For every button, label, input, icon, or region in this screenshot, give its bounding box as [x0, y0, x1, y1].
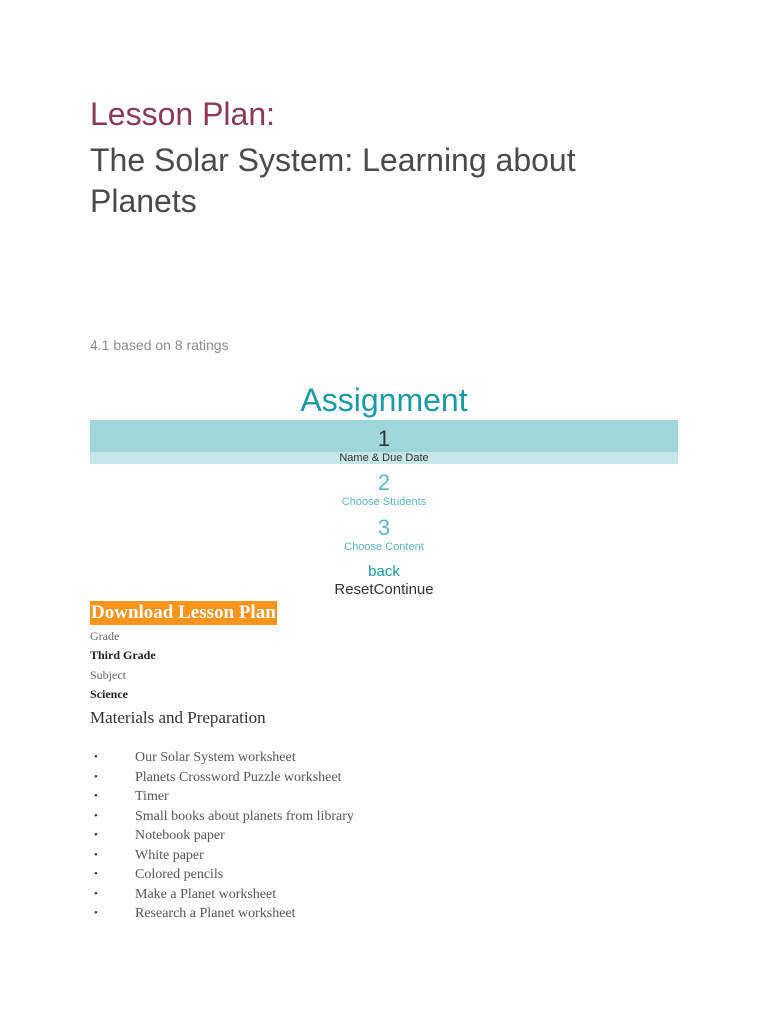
material-item-text: Small books about planets from library	[135, 808, 354, 824]
list-item	[90, 885, 590, 905]
material-item-text: Our Solar System worksheet	[135, 750, 296, 765]
bullet-icon: •	[94, 907, 98, 919]
reset-button[interactable]: Reset	[334, 581, 374, 598]
continue-button[interactable]: Continue	[373, 581, 434, 598]
step-label: Name & Due Date	[90, 452, 678, 464]
list-item	[90, 748, 590, 768]
material-item-text: Research a Planet worksheet	[135, 906, 296, 921]
page-title: The Solar System: Learning about Planets	[90, 142, 576, 219]
bullet-icon: •	[94, 770, 98, 783]
rating-text: 4.1 based on 8 ratings	[90, 337, 229, 353]
grade-label: Grade	[90, 629, 120, 643]
material-item-text: Timer	[135, 789, 169, 804]
bullet-icon: •	[94, 751, 98, 763]
list-item	[90, 807, 590, 827]
bullet-icon: •	[94, 887, 98, 900]
step-number: 1	[90, 420, 678, 452]
step-label: Choose Content	[344, 541, 424, 553]
bullet-icon: •	[94, 829, 98, 841]
material-item-text: White paper	[135, 847, 204, 863]
materials-heading: Materials and Preparation	[90, 708, 266, 727]
step-label: Choose Students	[341, 496, 427, 508]
bullet-icon: •	[94, 868, 98, 880]
material-item-text: Planets Crossword Puzzle worksheet	[135, 769, 342, 785]
back-link-label[interactable]: back	[368, 563, 400, 580]
step-3-choose-content[interactable]	[90, 516, 678, 554]
list-item	[90, 904, 590, 924]
step-2-choose-students[interactable]	[90, 471, 678, 509]
grade-value: Third Grade	[90, 648, 156, 662]
bullet-icon: •	[94, 809, 98, 822]
step-1-name-due-date[interactable]	[90, 420, 678, 464]
material-item-text: Make a Planet worksheet	[135, 886, 277, 902]
list-item	[90, 768, 590, 788]
lesson-plan-label: Lesson Plan:	[90, 96, 276, 132]
subject-value: Science	[90, 687, 128, 701]
list-item	[90, 846, 590, 866]
list-item	[90, 787, 590, 807]
materials-list	[90, 748, 590, 924]
back-link[interactable]	[90, 563, 678, 580]
subject-label: Subject	[90, 668, 126, 682]
step-number: 3	[377, 515, 391, 540]
bullet-icon: •	[94, 790, 98, 802]
list-item	[90, 826, 590, 846]
step-number: 2	[377, 470, 391, 495]
download-lesson-plan-button[interactable]: Download Lesson Plan	[91, 602, 276, 623]
list-item	[90, 865, 590, 885]
bullet-icon: •	[94, 848, 98, 861]
material-item-text: Colored pencils	[135, 867, 224, 882]
wizard-buttons	[90, 581, 678, 598]
assignment-title: Assignment	[300, 382, 468, 418]
material-item-text: Notebook paper	[135, 828, 225, 843]
